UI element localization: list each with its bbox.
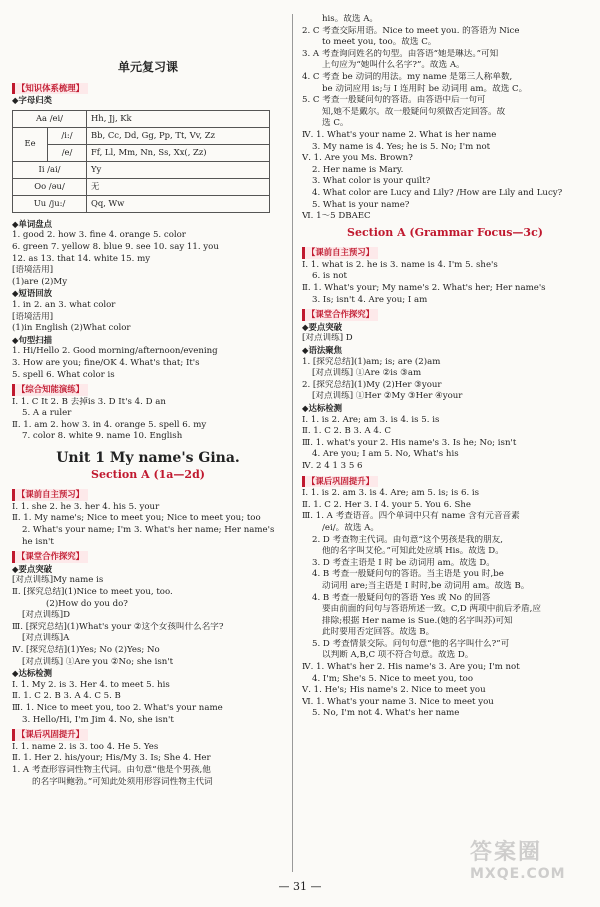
answer-line: [语境活用] [12,311,54,322]
check-subhead: ◆达标检测 [12,668,52,679]
answer-line: Ⅰ. 1. is 2. Are; am 3. is 4. is 5. is [302,414,440,425]
page-number: — 31 — [278,880,322,893]
table-row [13,127,270,144]
preview-tag: 【课前自主预习】 [12,489,88,501]
answer-line: Ⅱ. 1. C 2. Her 3. I 4. your 5. You 6. She [302,499,472,510]
answer-line: 1. good 2. how 3. fine 4. orange 5. color [12,230,186,241]
answer-line: 2. What's your name; I'm 3. What's her name; Her name's [22,525,275,536]
answer-line: 2. D 考查物主代词。由句意“这个男孩是我的朋友, [312,534,503,545]
answer-line: [对点训练] ①Are ②is ③am [312,368,422,379]
table-cell: Ee [13,127,48,161]
table-cell: /e/ [48,144,87,161]
answer-line: 的名字叫鲍勃。”可知此处须用形容词性物主代词 [32,776,213,787]
answer-line: 4. I'm; She's 5. Nice to meet you, too [312,673,473,684]
key-subhead: ◆要点突破 [302,321,342,332]
answer-line: Ⅳ. 1. What's her 2. His name's 3. Are you; I'm not [302,662,520,673]
answer-line: Ⅵ. 1～5 DBAEC [302,211,371,222]
table-cell: Oo /əu/ [13,178,87,195]
answer-line: Ⅱ. [探究总结](1)Nice to meet you, too. [12,587,173,597]
answer-line: Ⅲ. 1. Nice to meet you, too 2. What's your name [12,702,223,713]
section-title: Section A (1a—2d) [91,467,205,481]
answer-line: 5. A a ruler [22,408,72,419]
answer-line: 5. D 考查情景交际。问句句意“他的名字叫什么?”可 [312,638,510,649]
answer-line: 5. C 考查一般疑问句的答语。由答语中后一句可 [302,95,486,106]
coop-tag: 【课堂合作探究】 [302,309,378,321]
answer-line: to meet you, too。故选 C。 [322,37,437,48]
sentences-subhead: ◆句型扫描 [12,334,52,345]
phrases-subhead: ◆短语回放 [12,288,52,299]
answer-line: 1. [探究总结](1)am; is; are (2)am [302,356,441,367]
table-row [13,110,270,127]
answer-line: Ⅰ. 1. what is 2. he is 3. name is 4. I'm 5. she's [302,259,498,270]
answer-line: 上句应为“她叫什么名字?”。故选 A。 [322,60,465,71]
answer-line: Ⅱ. 1. What's your; My name's 2. What's her; Her name's [302,283,546,294]
answer-line: Ⅵ. 1. What's your name 3. Nice to meet you [302,696,494,707]
watermark-logo-text: 答案圈 [470,840,543,865]
table-row [13,161,270,178]
letters-table [12,110,270,213]
table-cell: Ff, Ll, Mm, Nn, Ss, Xx(, Zz) [87,144,270,161]
answer-line: 4. B 考查一般疑问句的答语。当主语是 you 时,be [312,569,504,580]
table-cell: Qq, Ww [87,195,270,212]
answer-line: Ⅱ. 1. C 2. B 3. A 4. C [302,426,391,437]
table-row [13,178,270,195]
answer-line: Ⅰ. 1. My 2. is 3. Her 4. to meet 5. his [12,679,170,690]
check-subhead: ◆达标检测 [302,403,342,413]
answer-line: 4. What color are Lucy and Lily? /How are Lily and Lucy? [312,187,563,198]
answer-line: 4. Are you; I am 5. No, What's his [312,449,459,460]
answer-line: 4. C 考查 be 动词的用法。my name 是第三人称单数, [302,71,513,82]
answer-line: his。故选 A。 [322,14,379,24]
grammar-subhead: ◆语法聚焦 [302,345,342,356]
answer-line: 2. Her name is Mary. [312,164,404,175]
answer-line: Ⅱ. 1. My name's; Nice to meet you; Nice to meet you; too [12,513,261,524]
left-column [12,14,284,788]
answer-line: (2)How do you do? [46,598,128,609]
answer-line: 1. in 2. an 3. what color [12,299,116,310]
answer-line: [对点训练] ①Are you ②No; she isn't [22,656,174,667]
key-subhead: ◆要点突破 [12,563,52,574]
answer-line: 以判断 A,B,C 项不符合句意。故选 D。 [322,650,474,661]
answer-line: Ⅳ. 1. What's your name 2. What is her name [302,129,497,140]
answer-line: Ⅱ. 1. am 2. how 3. in 4. orange 5. spell 6. my [12,419,207,430]
answer-line: [对点训练] ①Her ②My ③Her ④your [312,391,463,402]
answer-line: 3. Hello/Hi, I'm Jim 4. No, she isn't [22,714,174,725]
table-cell: Hh, Jj, Kk [87,110,270,127]
answer-line: 3. What color is your quilt? [312,176,431,187]
column-divider [292,14,293,872]
answer-line: 3. Is; isn't 4. Are you; I am [312,294,428,305]
answer-line: Ⅱ. 1. C 2. B 3. A 4. C 5. B [12,691,121,702]
answer-line: 动词用 are;当主语是 I 时时,be 动词用 am。故选 B。 [322,580,530,591]
answer-line: he isn't [22,536,54,547]
practice-tag: 【综合知能演练】 [12,384,88,396]
answer-line: 排除;根据 Her name is Sue.(她的名字叫苏)可知 [322,615,513,626]
answer-line: [对点训练]A [22,633,70,644]
answer-line: 3. D 考查主语是 I 时 be 动词用 am。故选 D。 [312,557,495,568]
table-row [13,144,270,161]
table-cell: Uu /ju:/ [13,195,87,212]
answer-line: 此时要用否定回答。故选 B。 [322,627,435,638]
answer-line: Ⅳ. 2 4 1 3 5 6 [302,460,363,471]
answer-line: Ⅴ. 1. Are you Ms. Brown? [302,153,413,164]
table-cell: /i:/ [48,127,87,144]
answer-line: [对点训练]My name is [12,575,104,586]
answer-line: 知,她不是戴尔。故一般疑问句须做否定回答。故 [322,106,506,117]
answer-line: (1)in English (2)What color [12,323,131,334]
answer-line: 2. C 考查交际用语。Nice to meet you. 的答语为 Nice [302,25,520,36]
section-title: Section A (Grammar Focus—3c) [347,225,543,239]
answer-line: 要由前面的问句与答语所述一致。C,D 两项中前后矛盾,应 [322,604,542,615]
table-row [13,195,270,212]
after-class-tag: 【课后巩固提升】 [12,729,88,741]
coop-tag: 【课堂合作探究】 [12,551,88,563]
table-cell: Bb, Cc, Dd, Gg, Pp, Tt, Vv, Zz [87,127,270,144]
answer-line: 选 C。 [322,118,349,129]
answer-line: Ⅱ. 1. Her 2. his/your; His/My 3. Is; She 4. Her [12,753,211,764]
table-cell: Aa /ei/ [13,110,87,127]
letters-subhead: ◆字母归类 [12,95,52,106]
answer-line: 4. B 考查一般疑问句的答语 Yes 或 No 的回答 [312,592,491,603]
table-cell: 无 [87,178,270,195]
answer-line: /ei/。故选 A。 [322,522,379,533]
answer-line: 6. is not [312,271,347,282]
answer-line: [对点训练] D [302,333,353,344]
table-cell: Ii /ai/ [13,161,87,178]
answer-line: Ⅲ. [探究总结](1)What's your ②这个女孩叫什么名字? [12,621,224,632]
preview-tag: 【课前自主预习】 [302,247,378,259]
site-watermark [470,835,590,895]
answer-line: 他的名字叫艾伦。”可知此处应填 His。故选 D。 [322,546,504,557]
answer-line: 3. How are you; fine/OK 4. What's that; It's [12,357,200,368]
watermark-url: MXQE.COM [470,866,566,882]
knowledge-tag: 【知识体系梳理】 [12,83,88,95]
answer-line: be 动词应用 is;与 I 连用时 be 动词用 am。故选 C。 [322,83,528,94]
answer-line: 1. Hi/Hello 2. Good morning/afternoon/evening [12,346,218,357]
answer-line: 7. color 8. white 9. name 10. English [22,431,183,442]
answer-line: 3. A 考查询问姓名的句型。由答语“她是琳达。”可知 [302,48,499,59]
answer-line: Ⅰ. 1. name 2. is 3. too 4. He 5. Yes [12,741,159,752]
answer-line: 6. green 7. yellow 8. blue 9. see 10. say 11. you [12,241,219,252]
review-title: 单元复习课 [117,60,178,74]
answer-line: 3. My name is 4. Yes; he is 5. No; I'm not [312,141,491,152]
answer-line: (1)are (2)My [12,276,68,287]
answer-line: 2. [探究总结](1)My (2)Her ③your [302,379,442,390]
answer-line: 5. What is your name? [312,199,410,210]
answer-line: [对点训练]D [22,610,70,621]
unit-title: Unit 1 My name's Gina. [56,450,240,467]
words-subhead: ◆单词盘点 [12,218,52,229]
right-column [302,14,588,720]
answer-line: 5. spell 6. What color is [12,369,115,380]
answer-line: Ⅴ. 1. He's; His name's 2. Nice to meet you [302,685,486,696]
table-cell: Yy [87,161,270,178]
answer-line: 5. No, I'm not 4. What's her name [312,708,460,719]
answer-line: Ⅲ. 1. what's your 2. His name's 3. Is he; No; isn't [302,437,517,448]
answer-line: Ⅳ. [探究总结](1)Yes; No (2)Yes; No [12,644,160,655]
answer-line: 1. A 考查形容词性物主代词。由句意“他是个男孩,他 [12,764,211,775]
answer-line: [语境活用] [12,265,54,276]
answer-line: Ⅰ. 1. is 2. am 3. is 4. Are; am 5. is; is 6. is [302,488,480,499]
answer-line: 12. as 13. that 14. white 15. my [12,253,151,264]
after-class-tag: 【课后巩固提升】 [302,476,378,488]
answer-line: Ⅲ. 1. A 考查语音。四个单词中只有 name 含有元音音素 [302,511,520,522]
answer-line: Ⅰ. 1. she 2. he 3. her 4. his 5. your [12,501,160,512]
answer-line: Ⅰ. 1. C It 2. B 去掉is 3. D It's 4. D an [12,396,166,407]
